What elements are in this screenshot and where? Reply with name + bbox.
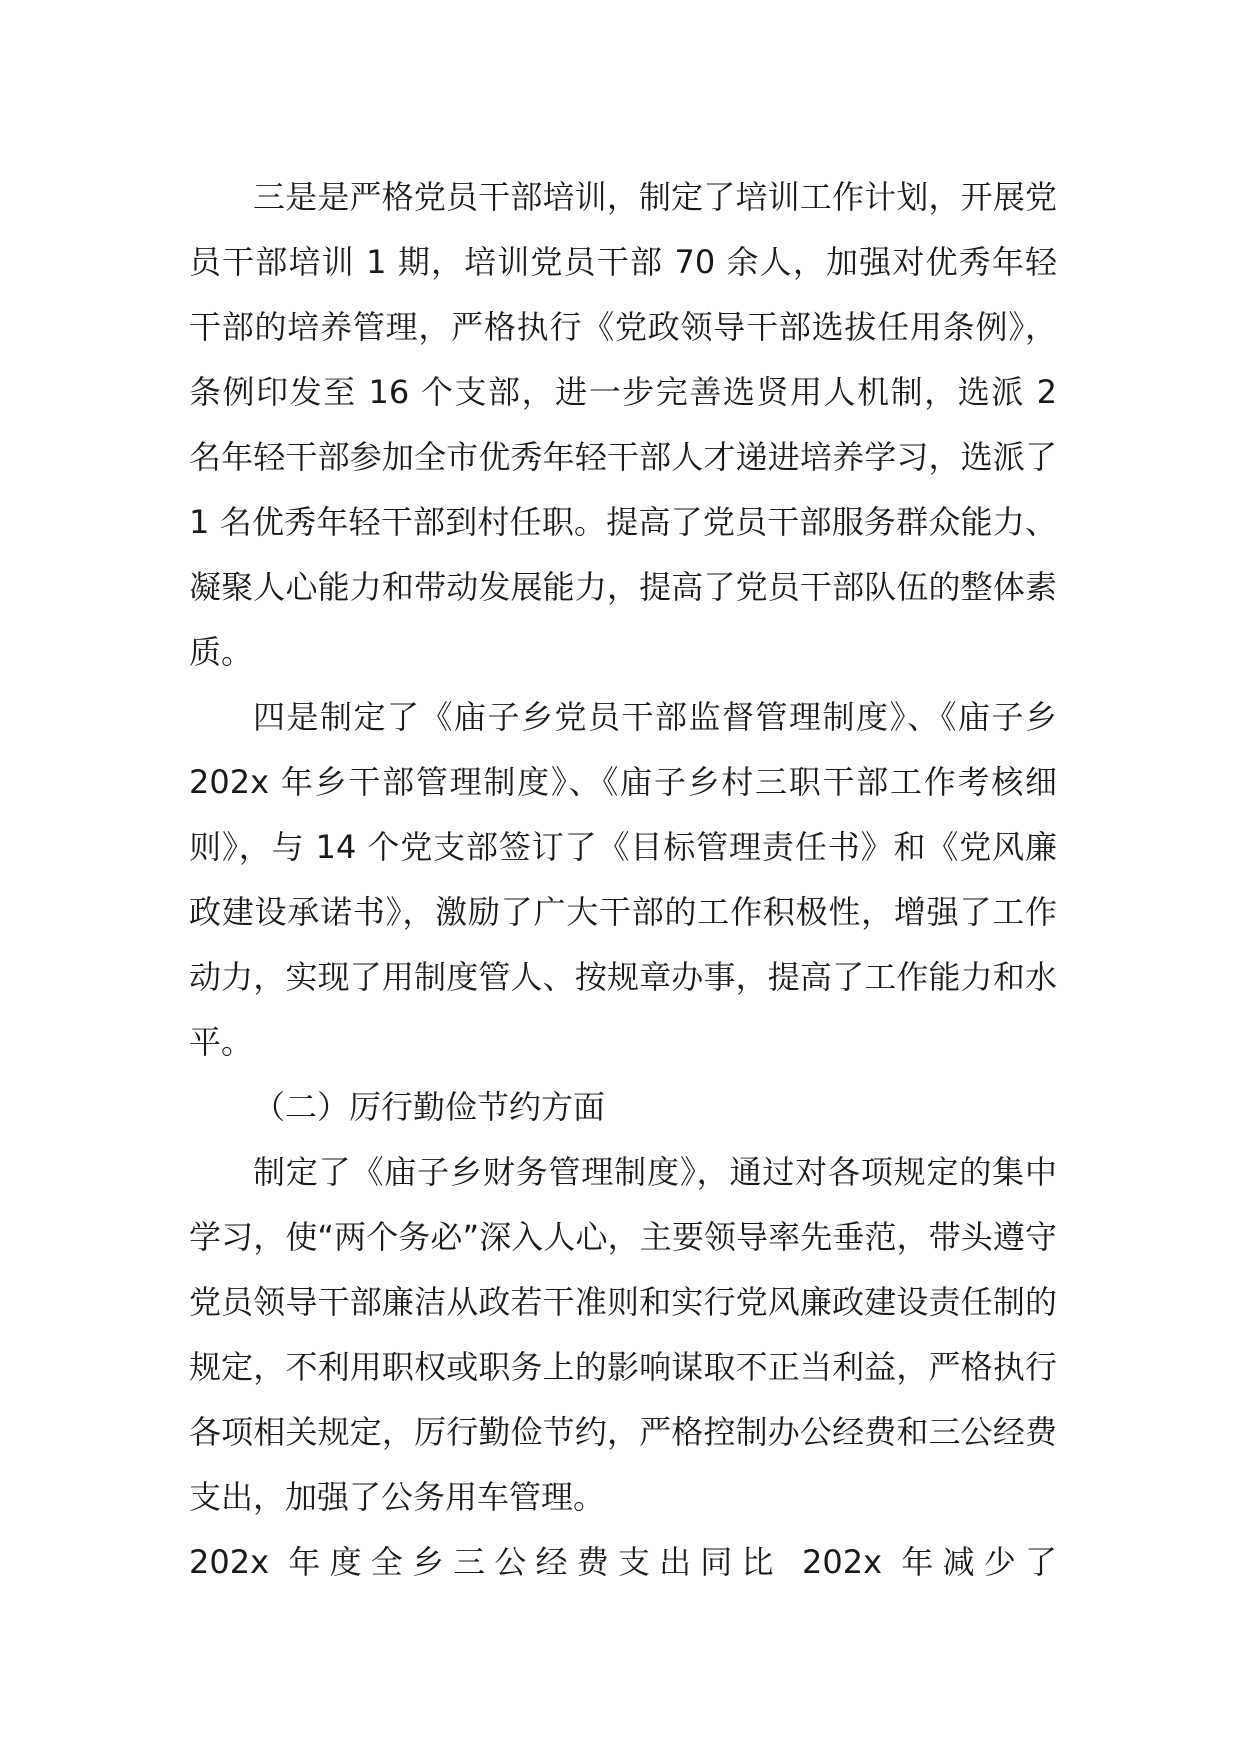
paragraph-expense-line: 202x 年度全乡三公经费支出同比 202x 年减少了 xyxy=(189,1543,1057,1581)
paragraph-thrift: 制定了《庙子乡财务管理制度》，通过对各项规定的集中学习，使“两个务必”深入人心，主要领导率先垂范，带头遵守党员领导干部廉洁从政若干准则和实行党风廉政建设责任制的规定，不利用职权或职务上的影响谋取不正当利益，严格执行各项相关规定，厉行勤俭节约，严格控制办公经费和三公经费支出，加强了公务用车管理。 xyxy=(189,1153,1057,1516)
paragraph-regulations: 四是制定了《庙子乡党员干部监督管理制度》、《庙子乡 202x 年乡干部管理制度》、《庙子乡村三职干部工作考核细则》，与 14 个党支部签订了《目标管理责任书》和《党风廉政建设承诺书》，激励了广大干部的工作积极性，增强了工作动力，实现了用制度管人、按规章办事，提高了工作能力和水平。 xyxy=(189,698,1057,1061)
section-heading: （二）厉行勤俭节约方面 xyxy=(253,1088,606,1126)
paragraph-cadre-training: 三是是严格党员干部培训，制定了培训工作计划，开展党员干部培训 1 期，培训党员干部 70 余人，加强对优秀年轻干部的培养管理，严格执行《党政领导干部选拔任用条例》，条例印发至 16 个支部，进一步完善选贤用人机制，选派 2 名年轻干部参加全市优秀年轻干部人才递进培养学习，选派了 1 名优秀年轻干部到村任职。提高了党员干部服务群众能力、凝聚人心能力和带动发展能力，提高了党员干部队伍的整体素质。 xyxy=(189,178,1057,671)
document-body xyxy=(189,165,1057,1595)
